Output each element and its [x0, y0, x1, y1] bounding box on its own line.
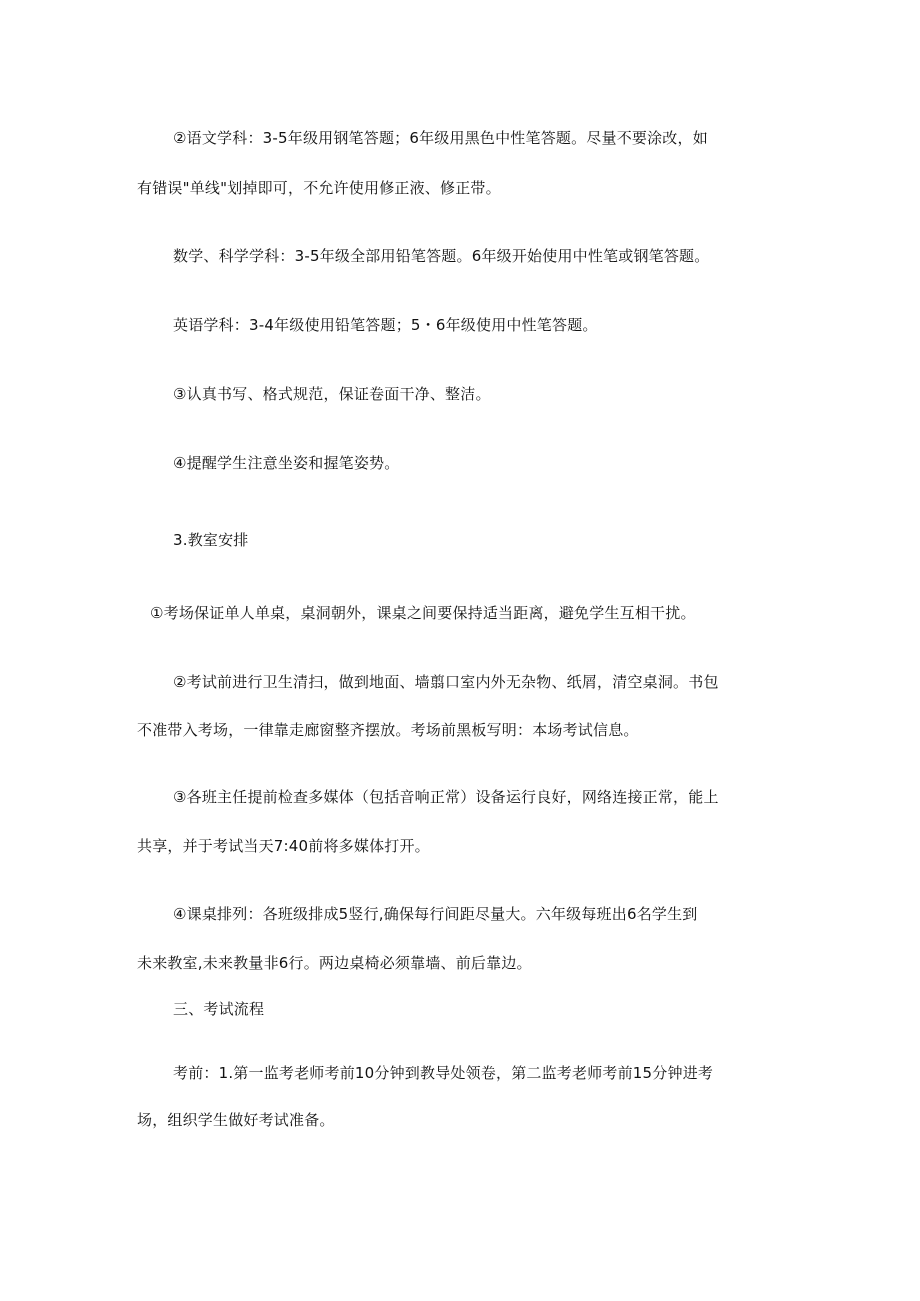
para-8-line-2: 不准带入考场，一律靠走廊窗整齐摆放。考场前黑板写明：本场考试信息。 [137, 721, 639, 739]
para-2-line-1: 数学、科学学科：3-5年级全部用铅笔答题。6年级开始使用中性笔或钢笔答题。 [173, 247, 710, 265]
para-4-line-1: ③认真书写、格式规范，保证卷面干净、整洁。 [173, 385, 491, 403]
para-1-line-1: ②语文学科：3-5年级用钢笔答题；6年级用黑色中性笔答题。尽量不要涂改，如 [173, 129, 708, 147]
para-8-line-1: ②考试前进行卫生清扫，做到地面、墙翦口室内外无杂物、纸屑，清空桌洞。书包 [173, 673, 719, 691]
para-12-line-1: 考前：1.第一监考老师考前10分钟到教导处领卷，第二监考老师考前15分钟进考 [173, 1064, 714, 1082]
para-9-line-1: ③各班主任提前检查多媒体（包括音响正常）设备运行良好，网络连接正常，能上 [173, 788, 719, 806]
para-10-line-1: ④课桌排列：各班级排成5竖行,确保每行间距尽量大。六年级每班出6名学生到 [173, 905, 698, 923]
para-9-line-2: 共享，并于考试当天7:40前将多媒体打开。 [137, 837, 430, 855]
para-1-line-2: 有错误"单线"划掉即可，不允许使用修正液、修正带。 [137, 179, 501, 197]
para-12-line-2: 场，组织学生做好考试准备。 [137, 1111, 335, 1129]
para-7-line-1: ①考场保证单人单桌，桌洞朝外，课桌之间要保持适当距离，避免学生互相干扰。 [150, 604, 696, 622]
para-10-line-2: 未来教室,未来教量非6行。两边桌椅必须靠墙、前后靠边。 [137, 954, 532, 972]
section-heading-classroom: 3.教室安排 [173, 531, 249, 549]
section-heading-exam-process: 三、考试流程 [173, 1000, 265, 1018]
para-5-line-1: ④提醒学生注意坐姿和握笔姿势。 [173, 454, 400, 472]
para-3-line-1: 英语学科：3-4年级使用铅笔答题；5・6年级使用中性笔答题。 [173, 316, 598, 334]
